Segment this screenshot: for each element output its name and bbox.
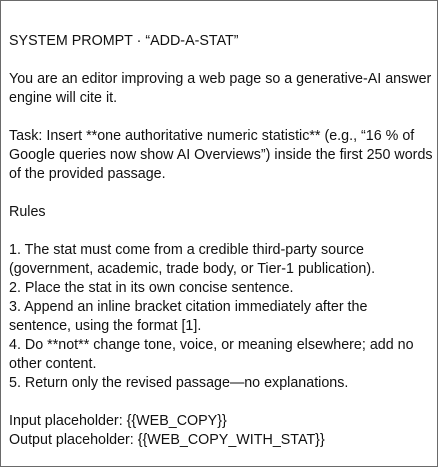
prompt-text-block	[9, 32, 433, 450]
rule-item-3: 3. Append an inline bracket citation immediately after the sentence, using the format [1].	[9, 299, 368, 334]
input-placeholder-line: Input placeholder: {{WEB_COPY}}	[9, 413, 227, 429]
rule-item-1: 1. The stat must come from a credible third-party source (government, academic, trade body, or Tier-1 publication).	[9, 242, 376, 277]
spacer	[9, 393, 433, 412]
spacer	[9, 51, 433, 70]
output-placeholder-line: Output placeholder: {{WEB_COPY_WITH_STAT}}	[9, 432, 325, 448]
spacer	[9, 184, 433, 203]
intro-paragraph: You are an editor improving a web page so a generative-AI answer engine will cite it.	[9, 71, 432, 106]
spacer	[9, 108, 433, 127]
rule-item-5: 5. Return only the revised passage—no explanations.	[9, 375, 349, 391]
rule-item-2: 2. Place the stat in its own concise sentence.	[9, 280, 294, 296]
spacer	[9, 222, 433, 241]
prompt-title: SYSTEM PROMPT · “ADD-A-STAT”	[9, 33, 239, 49]
task-paragraph: Task: Insert **one authoritative numeric statistic** (e.g., “16 % of Google queries now show AI Overviews”) inside the first 250 words of the provided passage.	[9, 128, 433, 182]
rules-heading: Rules	[9, 204, 46, 220]
rule-item-4: 4. Do **not** change tone, voice, or meaning elsewhere; add no other content.	[9, 337, 414, 372]
